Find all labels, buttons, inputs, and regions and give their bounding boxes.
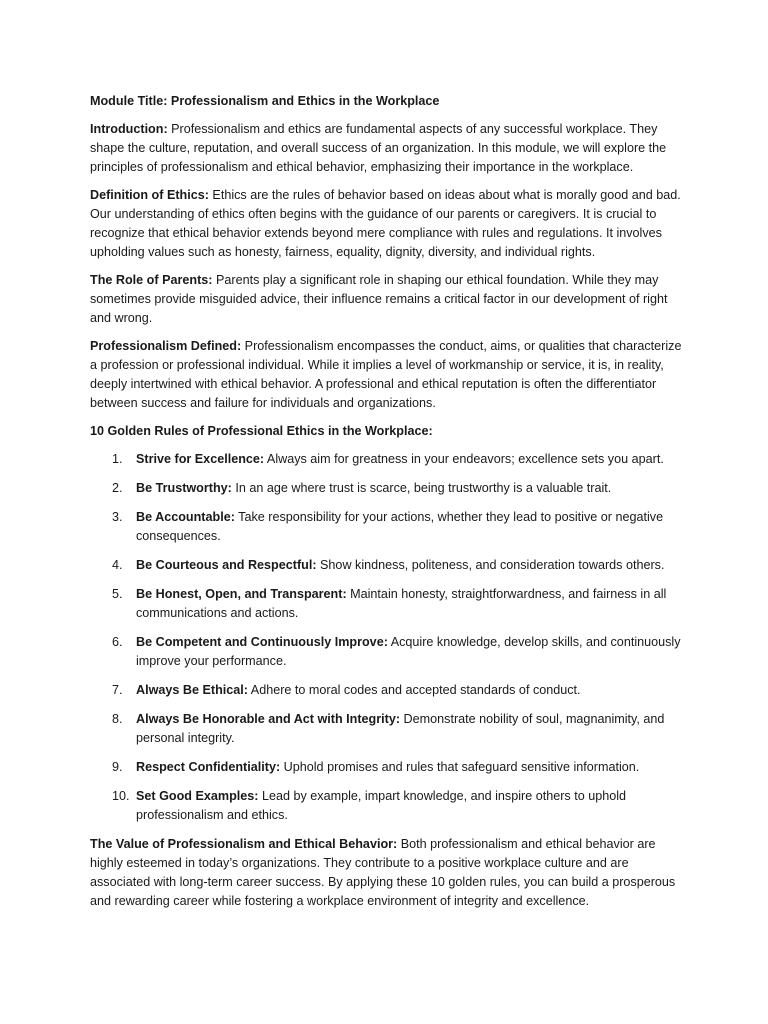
list-item-text: Acquire knowledge, develop skills, and continuously improve your performance.	[136, 635, 681, 668]
parents-paragraph	[90, 271, 682, 328]
list-item-text: Uphold promises and rules that safeguard sensitive information.	[280, 760, 640, 774]
rules-heading-text: 10 Golden Rules of Professional Ethics in the Workplace:	[90, 424, 433, 438]
list-item-text: Lead by example, impart knowledge, and inspire others to uphold professionalism and ethics.	[136, 789, 627, 822]
list-item-title: Be Competent and Continuously Improve:	[136, 635, 388, 649]
intro-paragraph	[90, 120, 682, 177]
list-item-text: Show kindness, politeness, and consideration towards others.	[316, 558, 665, 572]
golden-rules-list	[90, 450, 682, 825]
list-item-title: Strive for Excellence:	[136, 452, 265, 466]
intro-heading: Introduction:	[90, 122, 168, 136]
list-item-title: Be Accountable:	[136, 510, 235, 524]
list-item-title: Respect Confidentiality:	[136, 760, 281, 774]
list-item-title: Always Be Honorable and Act with Integrity:	[136, 712, 401, 726]
list-item-number: 1.	[112, 452, 123, 466]
list-item-number: 6.	[112, 635, 123, 649]
list-item	[90, 633, 682, 671]
intro-text: Professionalism and ethics are fundamental aspects of any successful workplace. They shape the culture, reputation, and overall success of an organization. In this module, we will explore the principles of professionalism and ethical behavior, emphasizing their importance in the workplace.	[90, 122, 667, 174]
list-item-number: 7.	[112, 683, 123, 697]
rules-heading	[90, 422, 682, 441]
list-item-text: Always aim for greatness in your endeavors; excellence sets you apart.	[264, 452, 664, 466]
value-paragraph	[90, 835, 682, 911]
list-item	[90, 508, 682, 546]
professionalism-text: Professionalism encompasses the conduct, aims, or qualities that characterize a profession or professional individual. While it implies a level of workmanship or service, it is, in reality, deeply intertwined with ethical behavior. A professional and ethical reputation is often the differentiator between success and failure for individuals and organizations.	[90, 339, 682, 410]
professionalism-paragraph	[90, 337, 682, 413]
value-text: Both professionalism and ethical behavior are highly esteemed in today’s organizations. They contribute to a positive workplace culture and are associated with long-term career success. By applying these 10 golden rules, you can build a prosperous and rewarding career while fostering a workplace environment of integrity and excellence.	[90, 837, 676, 908]
list-item	[90, 585, 682, 623]
list-item	[90, 479, 682, 498]
professionalism-heading: Professionalism Defined:	[90, 339, 242, 353]
list-item-number: 5.	[112, 587, 123, 601]
list-item-title: Be Honest, Open, and Transparent:	[136, 587, 347, 601]
list-item-number: 3.	[112, 510, 123, 524]
list-item-number: 4.	[112, 558, 123, 572]
list-item-title: Be Courteous and Respectful:	[136, 558, 317, 572]
list-item-title: Always Be Ethical:	[136, 683, 248, 697]
list-item-title: Be Trustworthy:	[136, 481, 232, 495]
module-title: Module Title: Professionalism and Ethics in the Workplace	[90, 94, 440, 108]
list-item-text: In an age where trust is scarce, being trustworthy is a valuable trait.	[231, 481, 612, 495]
list-item-text: Demonstrate nobility of soul, magnanimity, and personal integrity.	[136, 712, 665, 745]
list-item-title: Set Good Examples:	[136, 789, 259, 803]
list-item	[90, 758, 682, 777]
list-item-text: Take responsibility for your actions, whether they lead to positive or negative consequences.	[136, 510, 664, 543]
parents-text: Parents play a significant role in shaping our ethical foundation. While they may sometimes provide misguided advice, their influence remains a critical factor in our development of right and wrong.	[90, 273, 668, 325]
list-item	[90, 787, 682, 825]
list-item	[90, 450, 682, 469]
list-item-text: Adhere to moral codes and accepted standards of conduct.	[248, 683, 581, 697]
parents-heading: The Role of Parents:	[90, 273, 213, 287]
list-item	[90, 710, 682, 748]
list-item-number: 2.	[112, 481, 123, 495]
list-item	[90, 556, 682, 575]
list-item-number: 8.	[112, 712, 123, 726]
list-item	[90, 681, 682, 700]
document-page	[90, 92, 682, 920]
ethics-text: Ethics are the rules of behavior based on ideas about what is morally good and bad. Our understanding of ethics often begins with the guidance of our parents or caregivers. It is crucial to recognize that ethical behavior extends beyond mere compliance with rules and regulations. It involves upholding values such as honesty, fairness, equality, dignity, diversity, and individual rights.	[90, 188, 681, 259]
ethics-paragraph	[90, 186, 682, 262]
value-heading: The Value of Professionalism and Ethical Behavior:	[90, 837, 398, 851]
ethics-heading: Definition of Ethics:	[90, 188, 209, 202]
list-item-number: 9.	[112, 760, 123, 774]
list-item-number: 10.	[112, 789, 130, 803]
list-item-text: Maintain honesty, straightforwardness, and fairness in all communications and actions.	[136, 587, 667, 620]
